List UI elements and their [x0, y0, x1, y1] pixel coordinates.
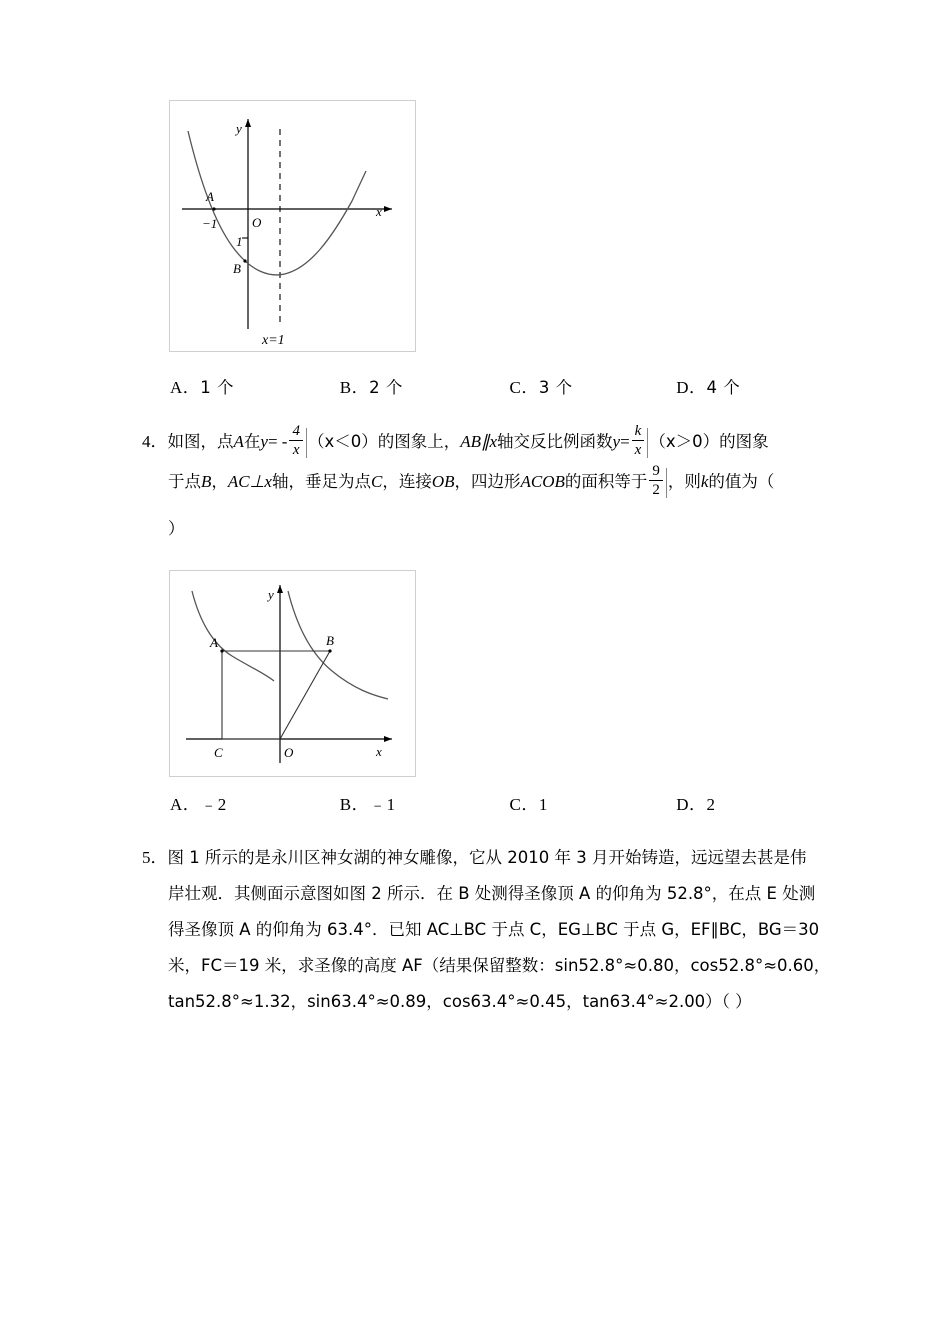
- q4-l2-ac: AC⊥x: [227, 472, 272, 491]
- q4-l1-cond: （x＜0）的图象上，: [307, 432, 461, 451]
- q4-fraction-kx: [632, 423, 645, 459]
- q4-l2-var-b: B: [201, 472, 212, 491]
- q5-line-3: [142, 912, 862, 948]
- figure2-label-A: A: [210, 635, 218, 650]
- figure1-label-B: B: [233, 261, 241, 276]
- q3-choice-b-text: 2 个: [369, 378, 403, 397]
- figure2-axis-x: x: [376, 744, 382, 759]
- figure1-dashed-label: x=1: [262, 333, 285, 348]
- q3-choice-b-letter: B．: [339, 378, 370, 397]
- q5-body: [142, 840, 862, 1020]
- figure2-label-C: C: [214, 745, 223, 760]
- figure2-origin: O: [284, 745, 294, 760]
- q3-choice-b[interactable]: [340, 373, 505, 398]
- q4-choice-d-letter: D．: [676, 795, 707, 814]
- q4-l2-t3: 轴，垂足为点: [271, 472, 371, 491]
- q4-choice-b[interactable]: [340, 790, 505, 815]
- q4-line-1: [142, 422, 842, 462]
- q4-l1-y: y: [260, 432, 268, 451]
- figure1-axis-x: x: [376, 204, 382, 219]
- q4-frac3-den: 2: [652, 482, 660, 499]
- q3-choice-a-text: 1 个: [200, 378, 235, 397]
- q5-line-1: [142, 840, 862, 876]
- figure1-tick-1: 1: [236, 234, 243, 249]
- q3-choices: [170, 373, 870, 398]
- q5-line4-text: 米，FC＝19 米，求圣像的高度 AF（结果保留整数：sin52.8°≈0.80，cos52.8°≈0.60，: [168, 956, 831, 975]
- q4-l2-t4: ，连接: [382, 472, 432, 491]
- q4-l1-y2: y: [612, 432, 621, 451]
- q4-frac2-num: k: [632, 423, 645, 441]
- q4-l2-t2: ，: [211, 472, 228, 491]
- figure-hyperbola: [169, 570, 416, 777]
- figure1-tick-minus1: −1: [202, 216, 218, 231]
- q5-line-5: [142, 984, 862, 1020]
- q5-number: 5．: [142, 848, 168, 867]
- q4-fraction-4x: [289, 423, 303, 459]
- q4-choice-a-text: ﹣2: [200, 795, 227, 814]
- q4-l1-var-a: A: [233, 432, 244, 451]
- q4-l2-t5: ，四边形: [454, 472, 521, 491]
- q4-fraction-9-2: [649, 463, 663, 499]
- q4-body: [142, 422, 842, 539]
- q3-choice-d-text: 4 个: [706, 378, 741, 397]
- q4-number: 4．: [142, 432, 168, 451]
- q4-l2-t7: ，则: [667, 472, 701, 491]
- divider-1: [306, 428, 307, 458]
- q5-line5-text: tan52.8°≈1.32，sin63.4°≈0.89，cos63.4°≈0.45，tan63.4°≈2.00）（ ）: [168, 992, 752, 1011]
- q4-l1-eq2: =: [620, 432, 630, 451]
- q4-l2-acob: ACOB: [520, 472, 565, 491]
- divider-3: [666, 468, 667, 498]
- q4-l2-t8: 的值为（: [708, 472, 775, 491]
- q3-choice-c[interactable]: [510, 373, 672, 398]
- q4-choice-c[interactable]: [510, 790, 672, 815]
- q4-l2-var-c: C: [370, 472, 383, 491]
- q4-choice-b-letter: B．: [339, 795, 370, 814]
- q4-l1-eq: = -: [267, 432, 288, 451]
- q4-line-3: [142, 509, 842, 539]
- q5-line-2: [142, 876, 862, 912]
- q4-choice-a-letter: A．: [170, 795, 201, 814]
- q4-choice-d-text: 2: [706, 795, 716, 814]
- q4-l1-t1: 如图，点: [167, 432, 234, 451]
- q4-choice-a[interactable]: [170, 790, 335, 815]
- figure1-axis-y: y: [236, 121, 242, 136]
- q4-frac2-den: x: [634, 442, 642, 459]
- q4-l1-ab: AB∥x: [460, 432, 498, 451]
- figure1-label-A: A: [206, 189, 214, 204]
- q4-frac1-num: 4: [289, 423, 303, 441]
- q5-line-4: [142, 948, 862, 984]
- figure2-label-B: B: [326, 633, 334, 648]
- q4-l1-cond2: （x＞0）的图象: [649, 432, 769, 451]
- q4-l1-t2: 在: [243, 432, 261, 451]
- q4-line-2: [142, 462, 842, 509]
- q4-l1-t3: 轴交反比例函数: [497, 432, 613, 451]
- q3-choice-d[interactable]: [676, 373, 740, 398]
- q4-l2-ob: OB: [431, 472, 455, 491]
- q4-choice-c-letter: C．: [509, 795, 539, 814]
- q4-choice-c-text: 1: [538, 795, 548, 814]
- q3-choice-c-text: 3 个: [538, 378, 573, 397]
- q4-frac1-den: x: [292, 442, 300, 459]
- q3-choice-d-letter: D．: [676, 378, 707, 397]
- q4-choices: [170, 790, 870, 815]
- q3-choice-c-letter: C．: [509, 378, 539, 397]
- figure-parabola: [169, 100, 416, 352]
- q4-l3-t1: ）: [168, 519, 185, 538]
- q4-frac3-num: 9: [649, 463, 663, 481]
- q3-choice-a-letter: A．: [170, 378, 201, 397]
- q5-line2-text: 岸壮观．其侧面示意图如图 2 所示．在 B 处测得圣像顶 A 的仰角为 52.8°，在点 E 处测: [168, 884, 816, 903]
- q4-l2-k: k: [700, 472, 709, 491]
- figure2-axis-y: y: [268, 587, 274, 602]
- q5-line3-text: 得圣像顶 A 的仰角为 63.4°．已知 AC⊥BC 于点 C，EG⊥BC 于点 G，EF∥BC，BG＝30: [168, 920, 820, 939]
- q4-l2-t6: 的面积等于: [564, 472, 648, 491]
- q4-l2-t1: 于点: [168, 472, 201, 491]
- q3-choice-a[interactable]: [170, 373, 335, 398]
- q4-choice-d[interactable]: [676, 790, 715, 815]
- q4-choice-b-text: ﹣1: [369, 795, 396, 814]
- q5-line1-text: 图 1 所示的是永川区神女湖的神女雕像，它从 2010 年 3 月开始铸造，远远望去甚是伟: [167, 848, 807, 867]
- figure1-origin: O: [252, 215, 262, 230]
